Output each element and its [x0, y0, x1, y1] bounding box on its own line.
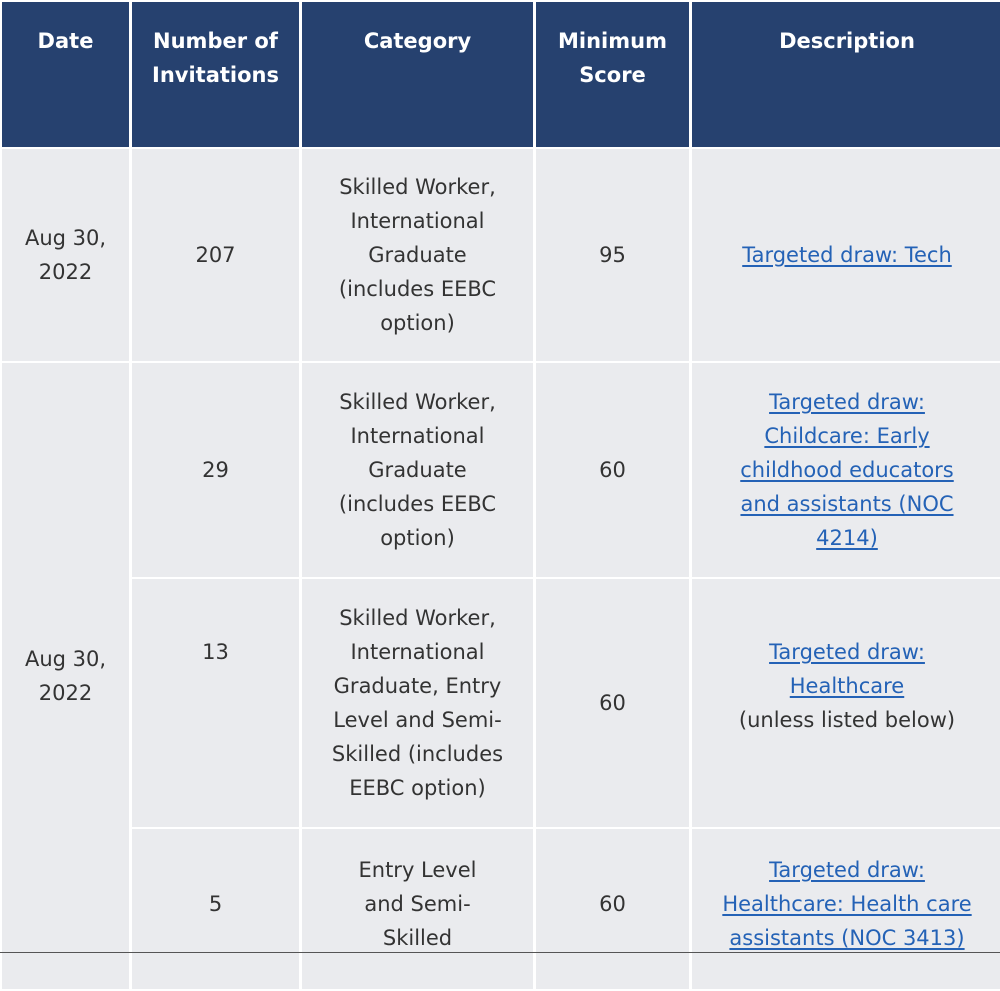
cell-invitations: 5: [132, 829, 299, 989]
description-link[interactable]: Targeted draw: Healthcare: [769, 640, 925, 698]
cell-category: Skilled Worker, International Graduate (includes EEBC option): [302, 149, 533, 361]
cell-description: [692, 149, 1000, 361]
viewport-bottom-edge: [0, 952, 1000, 953]
cell-date: Aug 30, 2022: [2, 363, 129, 989]
cell-category: Skilled Worker, International Graduate, Entry Level and Semi-Skilled (includes EEBC option): [302, 579, 533, 827]
cell-invitations: 29: [132, 363, 299, 577]
cell-category: Skilled Worker, International Graduate (includes EEBC option): [302, 363, 533, 577]
cell-minimum-score: 60: [536, 829, 689, 989]
description-link[interactable]: Targeted draw: Healthcare: Health care assistants (NOC 3413): [722, 858, 972, 950]
cell-minimum-score: 60: [536, 579, 689, 827]
cell-description: [692, 363, 1000, 577]
table-row: [2, 363, 1000, 577]
header-minimum-score: Minimum Score: [536, 2, 689, 147]
cell-description: [692, 829, 1000, 989]
table-row: [2, 149, 1000, 361]
cell-description: [692, 579, 1000, 827]
header-category: Category: [302, 2, 533, 147]
table-row: [2, 829, 1000, 989]
table-header-row: [2, 2, 1000, 147]
cell-invitations: 13: [132, 579, 299, 827]
cell-minimum-score: 95: [536, 149, 689, 361]
cell-category: Entry Level and Semi-Skilled: [302, 829, 533, 989]
description-link[interactable]: Targeted draw: Tech: [742, 243, 952, 267]
cell-date: Aug 30, 2022: [2, 149, 129, 361]
header-description: Description: [692, 2, 1000, 147]
table-row: [2, 579, 1000, 827]
cell-minimum-score: 60: [536, 363, 689, 577]
header-date: Date: [2, 2, 129, 147]
description-link[interactable]: Targeted draw: Childcare: Early childhood educators and assistants (NOC 4214): [740, 390, 954, 550]
header-number-of-invitations: Number of Invitations: [132, 2, 299, 147]
cell-invitations: 207: [132, 149, 299, 361]
description-note: (unless listed below): [738, 708, 956, 732]
